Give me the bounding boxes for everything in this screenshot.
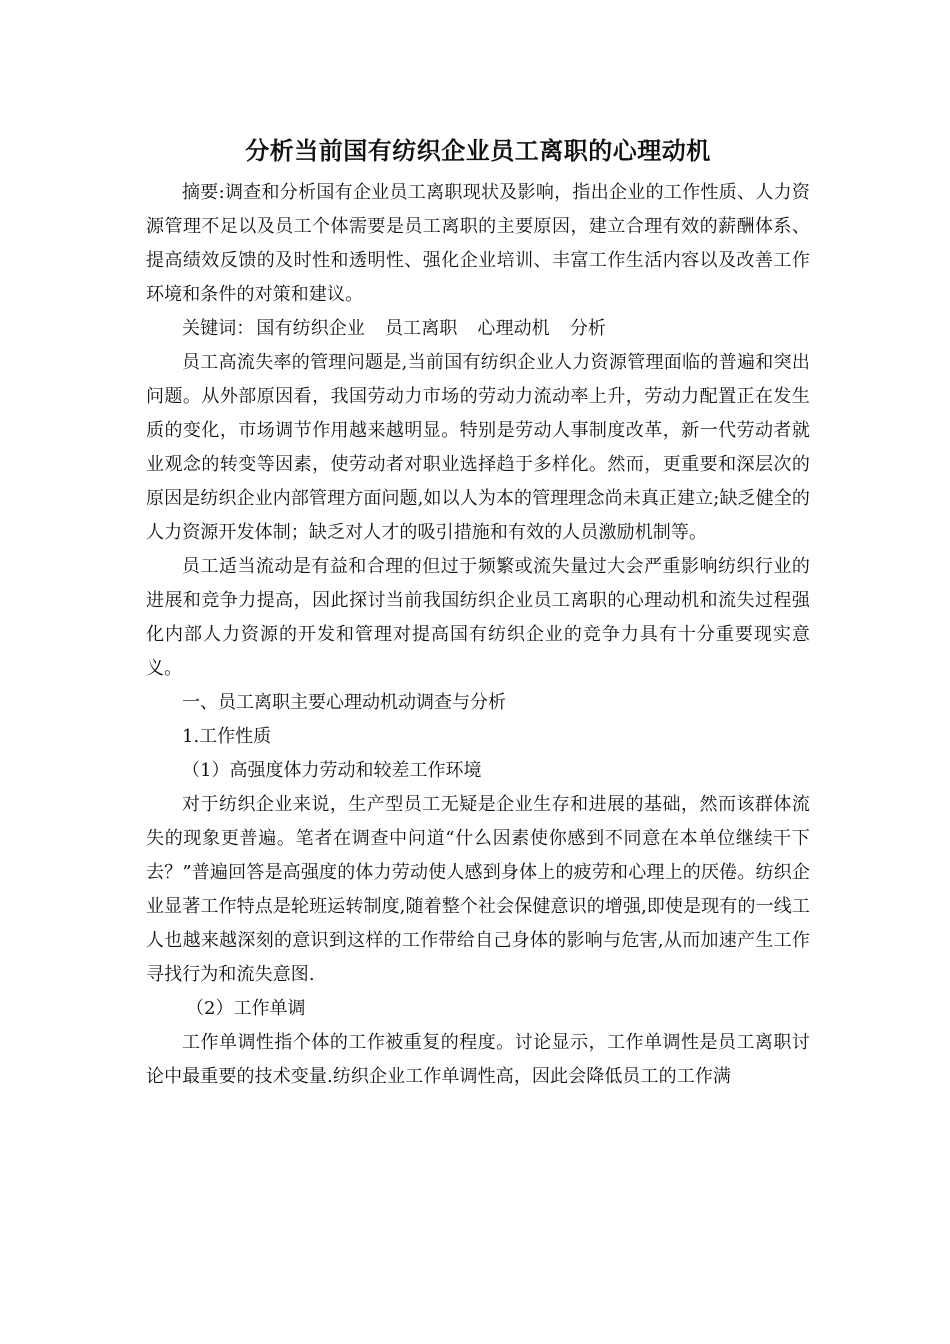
body-paragraph: 员工适当流动是有益和合理的但过于频繁或流失量过大会严重影响纺织行业的进展和竞争力提高，因此探讨当前我国纺织企业员工离职的心理动机和流失过程强化内部人力资源的开发和管理对提高国有纺织企业的竞争力具有十分重要现实意义。 bbox=[146, 556, 810, 679]
keyword: 分析 bbox=[569, 318, 607, 339]
abstract-label: 摘要: bbox=[182, 182, 225, 203]
subsection-heading: 1.工作性质 bbox=[182, 726, 272, 747]
keyword: 国有纺织企业 bbox=[256, 318, 366, 339]
keywords-label: 关键词： bbox=[182, 318, 255, 339]
abstract-text: 调查和分析国有企业员工离职现状及影响，指出企业的工作性质、人力资源管理不足以及员工个体需要是员工离职的主要原因，建立合理有效的薪酬体系、提高绩效反馈的及时性和透明性、强化企业培训、丰富工作生活内容以及改善工作环境和条件的对策和建议。 bbox=[146, 182, 810, 305]
item-heading: （1）高强度体力劳动和较差工作环境 bbox=[182, 760, 482, 781]
keyword: 员工离职 bbox=[385, 318, 458, 339]
item-heading: （2）工作单调 bbox=[186, 998, 306, 1019]
keywords-line bbox=[146, 312, 810, 346]
document-page bbox=[146, 133, 810, 1094]
keyword: 心理动机 bbox=[477, 318, 550, 339]
body-paragraph: 员工高流失率的管理问题是,当前国有纺织企业人力资源管理面临的普遍和突出问题。从外部原因看，我国劳动力市场的劳动力流动率上升，劳动力配置正在发生质的变化，市场调节作用越来越明显。特别是劳动人事制度改革，新一代劳动者就业观念的转变等因素，使劳动者对职业选择趋于多样化。然而，更重要和深层次的原因是纺织企业内部管理方面问题,如以人为本的管理理念尚未真正建立;缺乏健全的人力资源开发体制；缺乏对人才的吸引措施和有效的人员激励机制等。 bbox=[146, 352, 810, 543]
body-paragraph: 工作单调性指个体的工作被重复的程度。讨论显示，工作单调性是员工离职讨论中最重要的技术变量.纺织企业工作单调性高，因此会降低员工的工作满 bbox=[146, 1032, 810, 1087]
document-title: 分析当前国有纺织企业员工离职的心理动机 bbox=[245, 137, 711, 165]
body-paragraph: 对于纺织企业来说，生产型员工无疑是企业生存和进展的基础，然而该群体流失的现象更普遍。笔者在调查中问道“什么因素使你感到不同意在本单位继续干下去？”普遍回答是高强度的体力劳动使人感到身体上的疲劳和心理上的厌倦。纺织企业显著工作特点是轮班运转制度,随着整个社会保健意识的增强,即使是现有的一线工人也越来越深刻的意识到这样的工作带给自己身体的影响与危害,从而加速产生工作寻找行为和流失意图. bbox=[146, 794, 810, 985]
section-heading: 一、员工离职主要心理动机动调查与分析 bbox=[182, 692, 506, 713]
abstract-paragraph bbox=[146, 176, 810, 312]
